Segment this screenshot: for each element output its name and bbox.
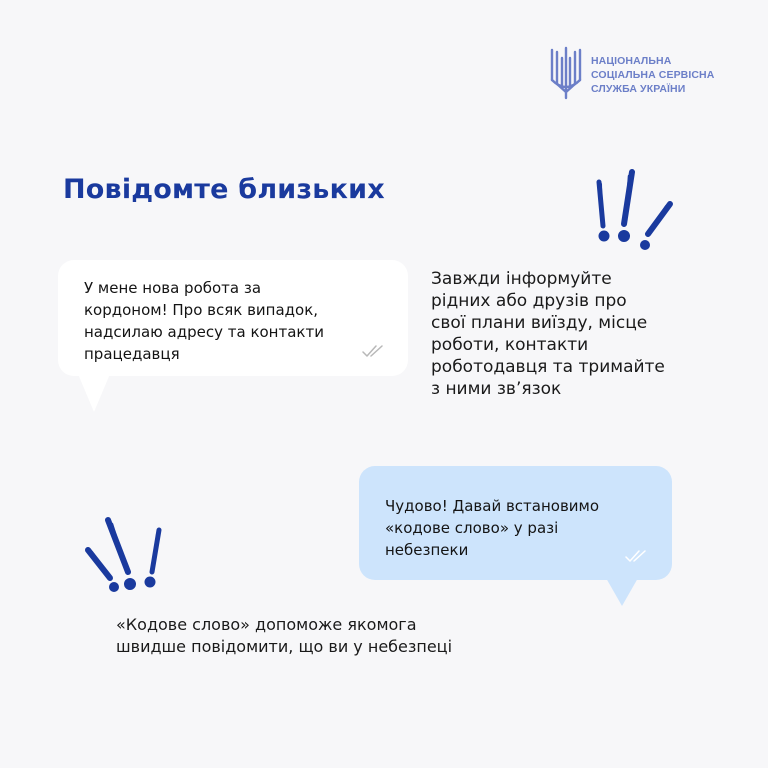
message-line: «кодове слово» у разі [385, 519, 559, 537]
logo [548, 44, 748, 106]
message-text [385, 495, 665, 561]
message-bubble-reply [359, 466, 672, 580]
double-check-icon [362, 344, 386, 358]
tip-line: Завжди інформуйте [431, 269, 612, 289]
message-line: небезпеки [385, 541, 469, 559]
tip-inform-text [431, 268, 731, 400]
logo-line: НАЦІОНАЛЬНА [591, 55, 672, 67]
exclamation-marks-icon [586, 168, 678, 250]
tip-line: роботи, контакти [431, 335, 589, 355]
message-bubble-outgoing [58, 260, 408, 376]
tip-line: з ними зв’язок [431, 379, 562, 399]
double-check-icon [625, 549, 649, 563]
tip-line: «Кодове слово» допоможе якомога [116, 615, 417, 634]
exclamation-marks-icon [80, 514, 172, 596]
trident-emblem-icon [548, 46, 584, 104]
message-bubble-tail [78, 374, 110, 412]
logo-line: СОЦІАЛЬНА СЕРВІСНА [591, 69, 715, 81]
tip-line: швидше повідомити, що ви у небезпеці [116, 637, 453, 656]
message-line: Чудово! Давай встановимо [385, 497, 600, 515]
page-title: Повідомте близьких [63, 174, 385, 205]
tip-line: рідних або друзів про [431, 291, 627, 311]
message-line: кордоном! Про всяк випадок, [84, 301, 319, 319]
message-line: надсилаю адресу та контакти [84, 323, 324, 341]
logo-text [591, 54, 714, 96]
message-line: У мене нова робота за [84, 279, 262, 297]
tip-code-word-text [116, 614, 556, 658]
logo-line: СЛУЖБА УКРАЇНИ [591, 83, 686, 95]
tip-line: свої плани виїзду, місце [431, 313, 648, 333]
tip-line: роботодавця та тримайте [431, 357, 665, 377]
message-line: працедавця [84, 345, 180, 363]
message-text [84, 277, 404, 365]
message-bubble-tail [606, 578, 638, 606]
